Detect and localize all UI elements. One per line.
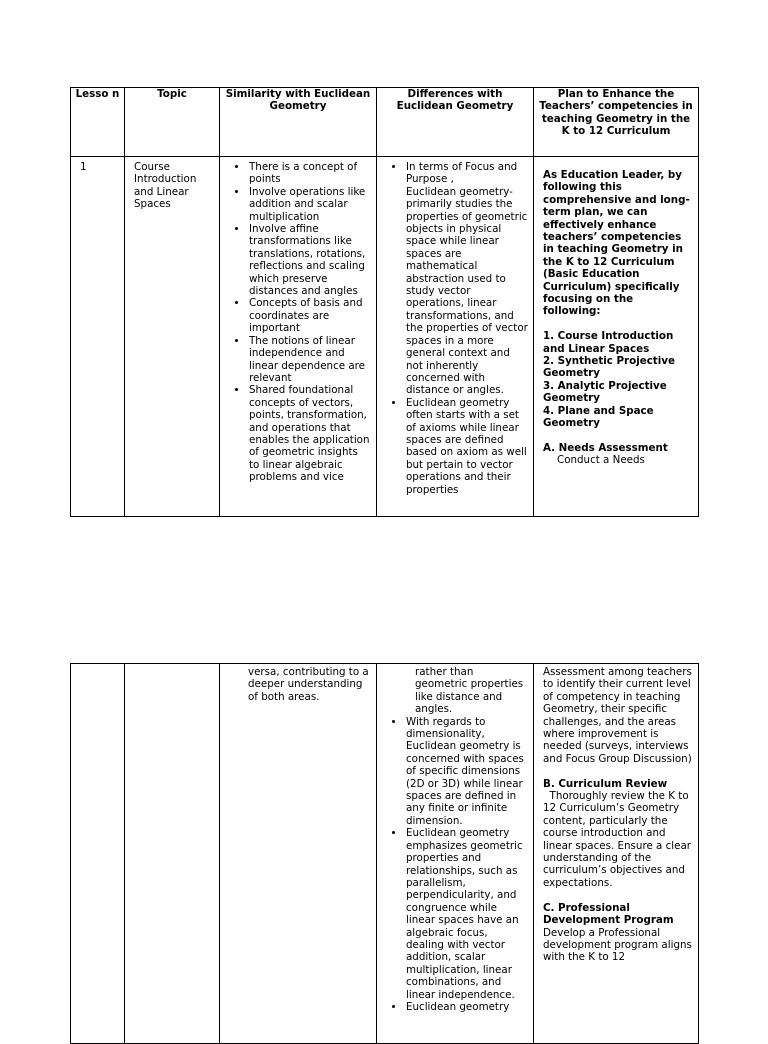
list-item: • Involve operations like addition and scalar multiplication [248,186,371,223]
differences-cell [377,157,534,517]
plan-section-title: B. Curriculum Review [543,777,668,790]
similarity-continuation: versa, contributing to a deeper understanding of both areas. [248,666,369,703]
plan-list-item: 3. Analytic Projective Geometry [543,379,667,405]
similarity-cell [220,157,377,517]
plan-section-title: C. Professional Development Program [543,901,674,927]
header-similarity: Similarity with Euclidean Geometry [220,88,377,157]
table-header-row [71,88,699,157]
plan-cell-cont [534,664,699,1044]
lesson-number-cont [71,664,125,1044]
table-row-lesson-1 [71,157,699,517]
list-item: • With regards to dimensionality, Euclidean geometry is concerned with spaces of specific dimensions (2D or 3D) while linear spaces are defined in any finite or infinite dimension. [405,716,528,828]
list-item [405,161,528,397]
list-item: • Euclidean geometry emphasizes geometric properties and relationships, such as parallelism, perpendicularity, and congruence while linear spaces have an algebraic focus, dealing with vector addition, scalar multiplication, linear combinations, and linear independence. [405,827,528,1001]
lesson-topic-cont [125,664,220,1044]
plan-section-text: Thoroughly review the K to 12 Curriculum’s Geometry content, particularly the course introduction and linear spaces. Ensure a clear understanding of the curriculum’s objectives and expectations. [543,790,695,889]
plan-section-text: Conduct a Needs [557,454,645,467]
list-item-continuation: Euclidean geometry- primarily studies the properties of geometric objects in physical space while linear spaces are mathematical abstraction used to study vector operations, linear transformations, and the properties of vector spaces in a more general context and not inherently concerned with distance or angles. [406,185,528,397]
list-item: • Shared foundational concepts of vectors, points, transformation, and operations that enables the application of geometric insights to linear algebraic problems and vice [248,384,371,483]
comparison-table-top [70,87,699,517]
plan-section-text: Develop a Professional development program aligns with the K to 12 [543,926,692,964]
comparison-table-bottom [70,663,699,1044]
list-item: • Euclidean geometry often starts with a set of axioms while linear spaces are defined based on axiom as well but pertain to vector operations and their properties [405,397,528,496]
differences-continuation: rather than geometric properties like distance and angles. [415,666,524,716]
table-row-lesson-1-continued [71,664,699,1044]
list-item: • Involve affine transformations like translations, rotations, reflections and scaling which preserve distances and angles [248,223,371,297]
header-plan: Plan to Enhance the Teachers’ competencies in teaching Geometry in the K to 12 Curriculum [534,88,699,157]
differences-list-cont [386,716,528,1014]
similarity-list [229,161,371,484]
list-item-text: In terms of Focus and Purpose , [406,161,518,186]
page-part-2 [0,530,768,1024]
list-item: • There is a concept of points [248,161,371,186]
header-lesson: Lesso n [71,88,125,157]
header-differences: Differences with Euclidean Geometry [377,88,534,157]
similarity-cell-cont [220,664,377,1044]
plan-list-item: 2. Synthetic Projective Geometry [543,355,675,380]
plan-section-title: A. Needs Assessment [543,441,668,454]
plan-section-continuation: Assessment among teachers to identify their current level of competency in teaching Geometry, their specific challenges, and the areas where improvement is needed (surveys, interviews and Focus Group Discussion) [543,666,692,765]
lesson-topic: Course Introduction and Linear Spaces [125,157,220,517]
list-item: • Euclidean geometry [405,1001,528,1013]
plan-list-item: 1. Course Introduction and Linear Spaces [543,330,674,355]
differences-cell-cont [377,664,534,1044]
plan-cell [534,157,699,517]
plan-intro: As Education Leader, by following this comprehensive and long-term plan, we can effectively enhance teachers’ competencies in teaching Geometry in the K to 12 Curriculum (Basic Education Curriculum) specifically focusing on the following: [543,169,690,318]
lesson-number: 1 [71,157,125,517]
plan-list-item: 4. Plane and Space Geometry [543,404,654,430]
header-topic: Topic [125,88,220,157]
differences-list [386,161,528,496]
list-item: • Concepts of basis and coordinates are important [248,297,371,334]
list-item: • The notions of linear independence and linear dependence are relevant [248,335,371,385]
